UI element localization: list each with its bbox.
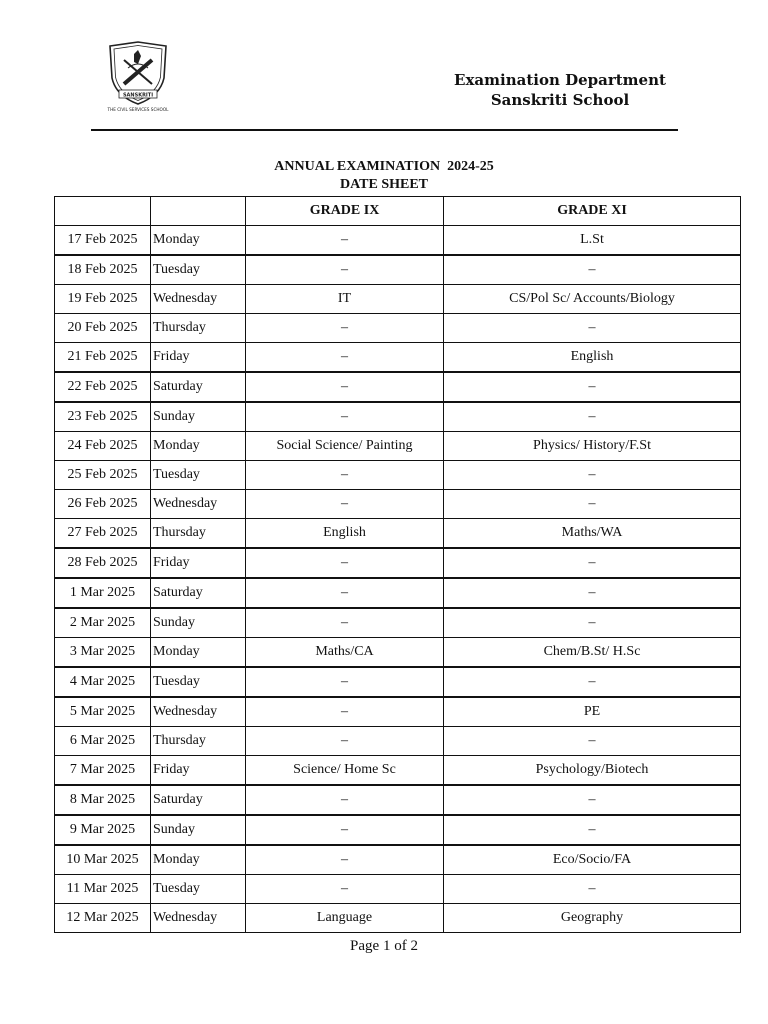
- cell-grade-xi: –: [444, 461, 741, 490]
- cell-day: Thursday: [151, 519, 246, 549]
- page-number: Page 1 of 2: [350, 938, 418, 954]
- cell-grade-xi: –: [444, 785, 741, 815]
- cell-grade-xi: CS/Pol Sc/ Accounts/Biology: [444, 285, 741, 314]
- cell-grade-ix: –: [246, 372, 444, 402]
- cell-grade-ix: –: [246, 548, 444, 578]
- cell-grade-ix: –: [246, 226, 444, 256]
- cell-date: 6 Mar 2025: [55, 727, 151, 756]
- cell-grade-xi: –: [444, 667, 741, 697]
- cell-grade-xi: –: [444, 875, 741, 904]
- cell-day: Sunday: [151, 815, 246, 845]
- cell-date: 12 Mar 2025: [55, 904, 151, 933]
- cell-day: Friday: [151, 548, 246, 578]
- cell-day: Sunday: [151, 402, 246, 432]
- cell-date: 24 Feb 2025: [55, 432, 151, 461]
- cell-day: Tuesday: [151, 875, 246, 904]
- cell-day: Tuesday: [151, 255, 246, 285]
- table-row: [55, 785, 741, 815]
- cell-grade-ix: –: [246, 314, 444, 343]
- cell-day: Thursday: [151, 314, 246, 343]
- cell-grade-xi: –: [444, 608, 741, 638]
- cell-grade-ix: –: [246, 608, 444, 638]
- cell-day: Saturday: [151, 372, 246, 402]
- table-row: [55, 402, 741, 432]
- header-divider: [91, 129, 678, 131]
- table-row: [55, 578, 741, 608]
- svg-text:THE CIVIL SERVICES SCHOOL: THE CIVIL SERVICES SCHOOL: [107, 107, 169, 112]
- cell-grade-xi: –: [444, 314, 741, 343]
- cell-grade-ix: –: [246, 461, 444, 490]
- table-row: [55, 519, 741, 549]
- cell-grade-ix: Maths/CA: [246, 638, 444, 668]
- cell-date: 20 Feb 2025: [55, 314, 151, 343]
- cell-grade-xi: PE: [444, 697, 741, 727]
- table-row: [55, 697, 741, 727]
- cell-grade-ix: –: [246, 255, 444, 285]
- cell-grade-ix: –: [246, 815, 444, 845]
- table-row: [55, 548, 741, 578]
- cell-day: Thursday: [151, 727, 246, 756]
- cell-grade-ix: Social Science/ Painting: [246, 432, 444, 461]
- table-body: [55, 226, 741, 933]
- table-row: [55, 727, 741, 756]
- header-day: [151, 197, 246, 226]
- cell-date: 10 Mar 2025: [55, 845, 151, 875]
- cell-grade-xi: –: [444, 727, 741, 756]
- cell-grade-ix: –: [246, 490, 444, 519]
- svg-text:SANSKRITI: SANSKRITI: [122, 92, 154, 99]
- cell-day: Friday: [151, 343, 246, 373]
- exam-title: ANNUAL EXAMINATION 2024-25: [274, 159, 494, 174]
- cell-day: Monday: [151, 432, 246, 461]
- cell-date: 9 Mar 2025: [55, 815, 151, 845]
- cell-grade-xi: L.St: [444, 226, 741, 256]
- table-row: [55, 815, 741, 845]
- cell-grade-xi: Maths/WA: [444, 519, 741, 549]
- table-row: [55, 314, 741, 343]
- cell-day: Tuesday: [151, 667, 246, 697]
- cell-day: Saturday: [151, 785, 246, 815]
- cell-grade-xi: Physics/ History/F.St: [444, 432, 741, 461]
- cell-date: 7 Mar 2025: [55, 756, 151, 786]
- cell-date: 22 Feb 2025: [55, 372, 151, 402]
- cell-grade-ix: –: [246, 343, 444, 373]
- table-row: [55, 845, 741, 875]
- cell-date: 27 Feb 2025: [55, 519, 151, 549]
- cell-day: Monday: [151, 845, 246, 875]
- table-row: [55, 756, 741, 786]
- cell-grade-xi: Chem/B.St/ H.Sc: [444, 638, 741, 668]
- cell-date: 2 Mar 2025: [55, 608, 151, 638]
- date-sheet-table: [54, 196, 741, 933]
- cell-grade-xi: –: [444, 490, 741, 519]
- cell-grade-xi: –: [444, 402, 741, 432]
- cell-day: Sunday: [151, 608, 246, 638]
- cell-date: 1 Mar 2025: [55, 578, 151, 608]
- table-row: [55, 638, 741, 668]
- document-title: [200, 158, 568, 194]
- cell-grade-xi: English: [444, 343, 741, 373]
- cell-grade-ix: –: [246, 727, 444, 756]
- cell-date: 4 Mar 2025: [55, 667, 151, 697]
- cell-date: 19 Feb 2025: [55, 285, 151, 314]
- cell-date: 3 Mar 2025: [55, 638, 151, 668]
- table-row: [55, 255, 741, 285]
- cell-day: Wednesday: [151, 697, 246, 727]
- table-row: [55, 226, 741, 256]
- cell-grade-xi: Eco/Socio/FA: [444, 845, 741, 875]
- table-row: [55, 285, 741, 314]
- cell-grade-ix: –: [246, 845, 444, 875]
- cell-grade-xi: Geography: [444, 904, 741, 933]
- sheet-title: DATE SHEET: [339, 177, 429, 192]
- table-row: [55, 372, 741, 402]
- cell-grade-xi: Psychology/Biotech: [444, 756, 741, 786]
- table-row: [55, 608, 741, 638]
- cell-date: 23 Feb 2025: [55, 402, 151, 432]
- table-row: [55, 875, 741, 904]
- department-block: [430, 70, 690, 110]
- cell-day: Tuesday: [151, 461, 246, 490]
- table-header-row: [55, 197, 741, 226]
- header-grade-xi: GRADE XI: [444, 197, 741, 226]
- cell-date: 25 Feb 2025: [55, 461, 151, 490]
- cell-day: Monday: [151, 226, 246, 256]
- cell-grade-ix: –: [246, 697, 444, 727]
- table-row: [55, 343, 741, 373]
- cell-grade-ix: –: [246, 578, 444, 608]
- cell-day: Saturday: [151, 578, 246, 608]
- cell-date: 11 Mar 2025: [55, 875, 151, 904]
- table-row: [55, 904, 741, 933]
- cell-grade-ix: –: [246, 785, 444, 815]
- cell-grade-ix: Language: [246, 904, 444, 933]
- cell-date: 26 Feb 2025: [55, 490, 151, 519]
- cell-grade-xi: –: [444, 372, 741, 402]
- cell-date: 5 Mar 2025: [55, 697, 151, 727]
- cell-grade-ix: Science/ Home Sc: [246, 756, 444, 786]
- school-crest-logo: [104, 40, 172, 114]
- cell-grade-ix: IT: [246, 285, 444, 314]
- cell-date: 21 Feb 2025: [55, 343, 151, 373]
- cell-grade-ix: –: [246, 667, 444, 697]
- cell-day: Monday: [151, 638, 246, 668]
- cell-day: Wednesday: [151, 904, 246, 933]
- cell-grade-xi: –: [444, 815, 741, 845]
- table-row: [55, 490, 741, 519]
- cell-grade-xi: –: [444, 548, 741, 578]
- cell-day: Wednesday: [151, 285, 246, 314]
- cell-date: 8 Mar 2025: [55, 785, 151, 815]
- cell-date: 18 Feb 2025: [55, 255, 151, 285]
- cell-grade-xi: –: [444, 578, 741, 608]
- cell-day: Wednesday: [151, 490, 246, 519]
- table-row: [55, 461, 741, 490]
- table-row: [55, 667, 741, 697]
- cell-grade-ix: –: [246, 875, 444, 904]
- header-grade-ix: GRADE IX: [246, 197, 444, 226]
- department-name: Examination Department: [454, 71, 666, 89]
- cell-day: Friday: [151, 756, 246, 786]
- header-date: [55, 197, 151, 226]
- table-row: [55, 432, 741, 461]
- cell-grade-ix: –: [246, 402, 444, 432]
- cell-date: 28 Feb 2025: [55, 548, 151, 578]
- cell-grade-xi: –: [444, 255, 741, 285]
- cell-grade-ix: English: [246, 519, 444, 549]
- cell-date: 17 Feb 2025: [55, 226, 151, 256]
- school-name: Sanskriti School: [490, 91, 630, 109]
